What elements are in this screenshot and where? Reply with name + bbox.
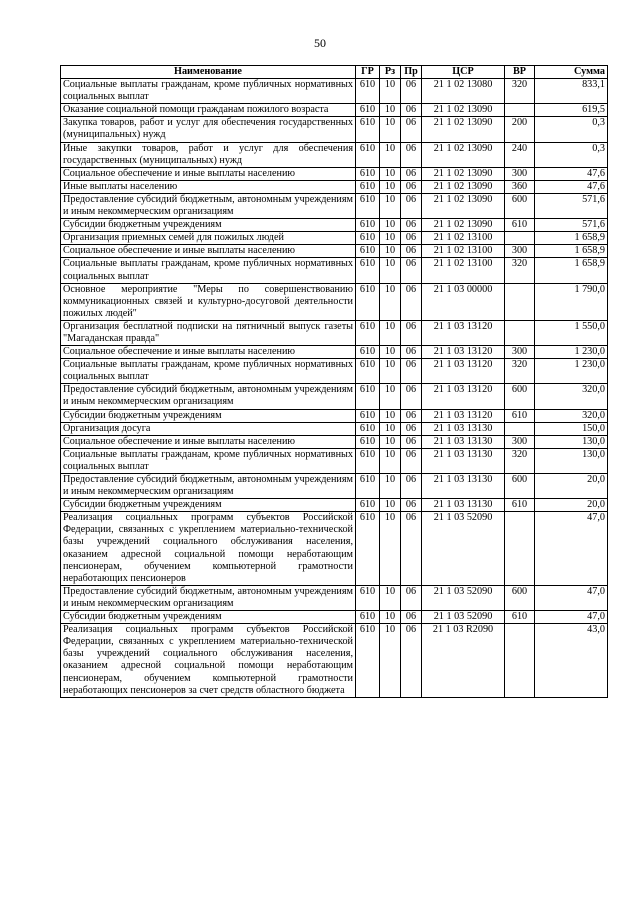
header-pr: Пр: [401, 66, 422, 79]
table-row: [61, 79, 608, 104]
table-row: [61, 142, 608, 167]
cell-name: Социальные выплаты гражданам, кроме публичных нормативных социальных выплат: [61, 79, 356, 104]
cell-sum: 20,0: [535, 499, 608, 512]
cell-csr: 21 1 02 13100: [422, 245, 505, 258]
cell-name: Предоставление субсидий бюджетным, автономным учреждениям и иным некоммерческим организациям: [61, 585, 356, 610]
cell-sum: 1 658,9: [535, 232, 608, 245]
cell-gr: 610: [356, 167, 380, 180]
cell-vr: 320: [505, 258, 535, 283]
cell-name: Организация бесплатной подписки на пятничный выпуск газеты "Магаданская правда": [61, 320, 356, 345]
cell-gr: 610: [356, 142, 380, 167]
cell-rz: 10: [380, 258, 401, 283]
cell-rz: 10: [380, 474, 401, 499]
cell-rz: 10: [380, 79, 401, 104]
cell-pr: 06: [401, 245, 422, 258]
cell-csr: 21 1 02 13100: [422, 232, 505, 245]
cell-vr: 300: [505, 245, 535, 258]
cell-pr: 06: [401, 384, 422, 409]
cell-rz: 10: [380, 142, 401, 167]
cell-gr: 610: [356, 359, 380, 384]
cell-csr: 21 1 03 13120: [422, 320, 505, 345]
cell-pr: 06: [401, 611, 422, 624]
cell-name: Оказание социальной помощи гражданам пожилого возраста: [61, 104, 356, 117]
cell-name: Предоставление субсидий бюджетным, автономным учреждениям и иным некоммерческим организациям: [61, 193, 356, 218]
cell-gr: 610: [356, 624, 380, 698]
header-vr: ВР: [505, 66, 535, 79]
header-row: [61, 66, 608, 79]
cell-name: Социальные выплаты гражданам, кроме публичных нормативных социальных выплат: [61, 448, 356, 473]
cell-name: Социальные выплаты гражданам, кроме публичных нормативных социальных выплат: [61, 258, 356, 283]
table-row: [61, 409, 608, 422]
cell-name: Субсидии бюджетным учреждениям: [61, 219, 356, 232]
cell-gr: 610: [356, 346, 380, 359]
cell-sum: 130,0: [535, 448, 608, 473]
cell-vr: 600: [505, 384, 535, 409]
cell-vr: 240: [505, 142, 535, 167]
cell-vr: 610: [505, 409, 535, 422]
cell-rz: 10: [380, 422, 401, 435]
header-name: Наименование: [61, 66, 356, 79]
cell-gr: 610: [356, 499, 380, 512]
cell-pr: 06: [401, 283, 422, 320]
cell-vr: 360: [505, 180, 535, 193]
cell-csr: 21 1 03 13120: [422, 384, 505, 409]
cell-pr: 06: [401, 104, 422, 117]
cell-sum: 571,6: [535, 193, 608, 218]
cell-rz: 10: [380, 180, 401, 193]
cell-sum: 833,1: [535, 79, 608, 104]
cell-vr: 610: [505, 499, 535, 512]
table-row: [61, 117, 608, 142]
cell-pr: 06: [401, 320, 422, 345]
cell-sum: 1 550,0: [535, 320, 608, 345]
cell-gr: 610: [356, 79, 380, 104]
cell-vr: [505, 232, 535, 245]
table-row: [61, 359, 608, 384]
table-row: [61, 499, 608, 512]
cell-csr: 21 1 02 13090: [422, 142, 505, 167]
cell-sum: 47,0: [535, 512, 608, 586]
cell-vr: 600: [505, 193, 535, 218]
table-row: [61, 219, 608, 232]
cell-sum: 320,0: [535, 409, 608, 422]
cell-sum: 47,0: [535, 585, 608, 610]
cell-rz: 10: [380, 409, 401, 422]
cell-rz: 10: [380, 499, 401, 512]
table-row: [61, 611, 608, 624]
cell-gr: 610: [356, 193, 380, 218]
cell-csr: 21 1 02 13090: [422, 117, 505, 142]
table-header: [61, 66, 608, 79]
cell-name: Социальное обеспечение и иные выплаты населению: [61, 346, 356, 359]
cell-pr: 06: [401, 448, 422, 473]
table-row: [61, 232, 608, 245]
header-gr: ГР: [356, 66, 380, 79]
page-number: 50: [314, 36, 326, 50]
cell-pr: 06: [401, 219, 422, 232]
table-row: [61, 585, 608, 610]
cell-rz: 10: [380, 193, 401, 218]
cell-sum: 47,6: [535, 167, 608, 180]
cell-name: Иные выплаты населению: [61, 180, 356, 193]
cell-sum: 0,3: [535, 117, 608, 142]
cell-pr: 06: [401, 512, 422, 586]
cell-vr: [505, 283, 535, 320]
header-rz: Рз: [380, 66, 401, 79]
cell-pr: 06: [401, 499, 422, 512]
table-row: [61, 448, 608, 473]
cell-vr: 200: [505, 117, 535, 142]
cell-vr: 320: [505, 359, 535, 384]
cell-csr: 21 1 02 13090: [422, 167, 505, 180]
cell-vr: [505, 624, 535, 698]
cell-gr: 610: [356, 117, 380, 142]
cell-name: Субсидии бюджетным учреждениям: [61, 499, 356, 512]
cell-rz: 10: [380, 117, 401, 142]
cell-gr: 610: [356, 180, 380, 193]
cell-csr: 21 1 02 13090: [422, 219, 505, 232]
cell-vr: 600: [505, 585, 535, 610]
cell-pr: 06: [401, 180, 422, 193]
table-row: [61, 624, 608, 698]
cell-gr: 610: [356, 104, 380, 117]
cell-name: Социальные выплаты гражданам, кроме публичных нормативных социальных выплат: [61, 359, 356, 384]
table-body: [61, 79, 608, 698]
cell-pr: 06: [401, 435, 422, 448]
cell-rz: 10: [380, 512, 401, 586]
cell-sum: 571,6: [535, 219, 608, 232]
cell-gr: 610: [356, 232, 380, 245]
cell-pr: 06: [401, 258, 422, 283]
table-row: [61, 167, 608, 180]
cell-rz: 10: [380, 435, 401, 448]
table-row: [61, 104, 608, 117]
cell-csr: 21 1 03 R2090: [422, 624, 505, 698]
cell-name: Предоставление субсидий бюджетным, автономным учреждениям и иным некоммерческим организациям: [61, 474, 356, 499]
cell-vr: 300: [505, 435, 535, 448]
cell-rz: 10: [380, 624, 401, 698]
cell-gr: 610: [356, 585, 380, 610]
cell-pr: 06: [401, 474, 422, 499]
cell-sum: 1 658,9: [535, 245, 608, 258]
cell-csr: 21 1 03 13130: [422, 435, 505, 448]
cell-name: Реализация социальных программ субъектов Российской Федерации, связанных с укреплением материально-технической базы учреждений социального обслуживания населения, оказанием адресной социальной помощи неработающим пенсионерам, обучением компьютерной грамотности неработающих пенсионеров: [61, 512, 356, 586]
cell-pr: 06: [401, 193, 422, 218]
cell-name: Социальное обеспечение и иные выплаты населению: [61, 245, 356, 258]
cell-rz: 10: [380, 346, 401, 359]
cell-csr: 21 1 03 52090: [422, 611, 505, 624]
cell-pr: 06: [401, 117, 422, 142]
cell-vr: 300: [505, 346, 535, 359]
cell-vr: 600: [505, 474, 535, 499]
cell-rz: 10: [380, 104, 401, 117]
cell-vr: 320: [505, 448, 535, 473]
cell-csr: 21 1 02 13090: [422, 180, 505, 193]
cell-sum: 130,0: [535, 435, 608, 448]
cell-pr: 06: [401, 359, 422, 384]
cell-csr: 21 1 03 13120: [422, 346, 505, 359]
cell-csr: 21 1 02 13090: [422, 193, 505, 218]
cell-gr: 610: [356, 245, 380, 258]
cell-csr: 21 1 03 00000: [422, 283, 505, 320]
cell-rz: 10: [380, 245, 401, 258]
cell-gr: 610: [356, 384, 380, 409]
cell-sum: 1 230,0: [535, 359, 608, 384]
table-row: [61, 474, 608, 499]
cell-rz: 10: [380, 320, 401, 345]
cell-name: Субсидии бюджетным учреждениям: [61, 611, 356, 624]
cell-vr: 320: [505, 79, 535, 104]
cell-csr: 21 1 03 52090: [422, 512, 505, 586]
cell-gr: 610: [356, 219, 380, 232]
cell-name: Реализация социальных программ субъектов Российской Федерации, связанных с укреплением материально-технической базы учреждений социального обслуживания населения, оказанием адресной социальной помощи неработающим пенсионерам, обучением компьютерной грамотности неработающих пенсионеров за счет средств областного бюджета: [61, 624, 356, 698]
table-row: [61, 384, 608, 409]
cell-pr: 06: [401, 232, 422, 245]
cell-csr: 21 1 03 13130: [422, 448, 505, 473]
cell-rz: 10: [380, 384, 401, 409]
table-row: [61, 245, 608, 258]
cell-csr: 21 1 03 13120: [422, 409, 505, 422]
cell-name: Закупка товаров, работ и услуг для обеспечения государственных (муниципальных) нужд: [61, 117, 356, 142]
table-row: [61, 180, 608, 193]
cell-vr: [505, 512, 535, 586]
cell-sum: 1 790,0: [535, 283, 608, 320]
cell-gr: 610: [356, 320, 380, 345]
table-row: [61, 193, 608, 218]
table-row: [61, 512, 608, 586]
cell-csr: 21 1 02 13100: [422, 258, 505, 283]
header-sum: Сумма: [535, 66, 608, 79]
cell-rz: 10: [380, 283, 401, 320]
cell-vr: [505, 104, 535, 117]
budget-table: [60, 65, 608, 698]
cell-gr: 610: [356, 409, 380, 422]
cell-sum: 43,0: [535, 624, 608, 698]
cell-csr: 21 1 03 13130: [422, 499, 505, 512]
cell-gr: 610: [356, 512, 380, 586]
table-row: [61, 320, 608, 345]
cell-pr: 06: [401, 79, 422, 104]
cell-pr: 06: [401, 422, 422, 435]
cell-csr: 21 1 03 13130: [422, 474, 505, 499]
cell-rz: 10: [380, 448, 401, 473]
cell-sum: 619,5: [535, 104, 608, 117]
cell-sum: 1 658,9: [535, 258, 608, 283]
cell-gr: 610: [356, 448, 380, 473]
cell-csr: 21 1 02 13080: [422, 79, 505, 104]
cell-vr: [505, 320, 535, 345]
cell-name: Социальное обеспечение и иные выплаты населению: [61, 167, 356, 180]
cell-vr: [505, 422, 535, 435]
cell-rz: 10: [380, 219, 401, 232]
table-row: [61, 435, 608, 448]
cell-name: Субсидии бюджетным учреждениям: [61, 409, 356, 422]
cell-sum: 20,0: [535, 474, 608, 499]
table-row: [61, 422, 608, 435]
cell-name: Организация приемных семей для пожилых людей: [61, 232, 356, 245]
table-row: [61, 346, 608, 359]
cell-gr: 610: [356, 258, 380, 283]
cell-gr: 610: [356, 435, 380, 448]
cell-csr: 21 1 03 52090: [422, 585, 505, 610]
cell-name: Социальное обеспечение и иные выплаты населению: [61, 435, 356, 448]
cell-csr: 21 1 03 13130: [422, 422, 505, 435]
cell-pr: 06: [401, 624, 422, 698]
cell-name: Иные закупки товаров, работ и услуг для обеспечения государственных (муниципальных) нужд: [61, 142, 356, 167]
cell-rz: 10: [380, 232, 401, 245]
cell-name: Предоставление субсидий бюджетным, автономным учреждениям и иным некоммерческим организациям: [61, 384, 356, 409]
cell-csr: 21 1 02 13090: [422, 104, 505, 117]
cell-vr: 610: [505, 219, 535, 232]
header-csr: ЦСР: [422, 66, 505, 79]
cell-csr: 21 1 03 13120: [422, 359, 505, 384]
cell-gr: 610: [356, 611, 380, 624]
cell-gr: 610: [356, 422, 380, 435]
cell-sum: 47,0: [535, 611, 608, 624]
cell-vr: 610: [505, 611, 535, 624]
cell-rz: 10: [380, 167, 401, 180]
cell-vr: 300: [505, 167, 535, 180]
cell-pr: 06: [401, 346, 422, 359]
cell-pr: 06: [401, 142, 422, 167]
cell-sum: 150,0: [535, 422, 608, 435]
cell-gr: 610: [356, 474, 380, 499]
cell-gr: 610: [356, 283, 380, 320]
cell-rz: 10: [380, 359, 401, 384]
cell-sum: 47,6: [535, 180, 608, 193]
cell-pr: 06: [401, 409, 422, 422]
table-row: [61, 283, 608, 320]
cell-rz: 10: [380, 585, 401, 610]
table-row: [61, 258, 608, 283]
cell-rz: 10: [380, 611, 401, 624]
cell-name: Организация досуга: [61, 422, 356, 435]
cell-sum: 0,3: [535, 142, 608, 167]
cell-sum: 1 230,0: [535, 346, 608, 359]
cell-name: Основное мероприятие "Меры по совершенствованию коммуникационных связей и культурно-досуговой деятельности пожилых людей": [61, 283, 356, 320]
cell-pr: 06: [401, 585, 422, 610]
cell-sum: 320,0: [535, 384, 608, 409]
cell-pr: 06: [401, 167, 422, 180]
